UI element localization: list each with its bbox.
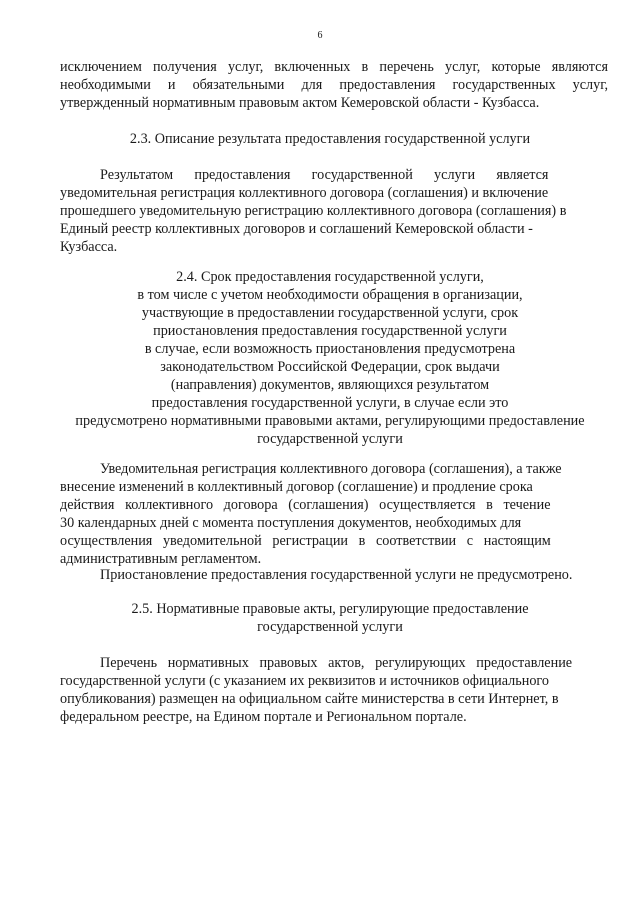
paragraph-line: прошедшего уведомительную регистрацию коллективного договора (соглашения) в	[60, 203, 567, 219]
paragraph-line: административным регламентом.	[60, 551, 262, 567]
section-2-3-heading	[40, 130, 620, 148]
paragraph-line: Результатом предоставления государственной услуги является	[100, 167, 549, 183]
section-heading-line: в случае, если возможность приостановления предусмотрена	[144, 341, 516, 357]
section-2-4-heading	[40, 268, 620, 448]
section-heading-line: государственной услуги	[257, 619, 403, 635]
section-heading-line: предоставления государственной услуги, в случае если это	[151, 395, 509, 411]
paragraph-line: федеральном реестре, на Едином портале и Региональном портале.	[60, 709, 467, 725]
paragraph-line: государственной услуги (с указанием их реквизитов и источников официального	[60, 673, 549, 689]
section-heading-line: приостановления предоставления государственной услуги	[153, 323, 507, 339]
section-heading-line: 2.4. Срок предоставления государственной услуги,	[176, 269, 484, 285]
paragraph-line: опубликования) размещен на официальном сайте министерства в сети Интернет, в	[60, 691, 559, 707]
paragraph-line: Кузбасса.	[60, 239, 118, 255]
section-2-4-paragraph	[60, 460, 608, 568]
paragraph-line: Единый реестр коллективных договоров и соглашений Кемеровской области -	[60, 221, 533, 237]
paragraph-line: осуществления уведомительной регистрации в соответствии с настоящим	[60, 533, 551, 549]
section-2-3-paragraph	[60, 166, 608, 256]
intro-line: исключением получения услуг, включенных в перечень услуг, которые являются	[60, 59, 608, 75]
intro-line: утвержденный нормативным правовым актом Кемеровской области - Кузбасса.	[60, 95, 540, 111]
section-heading-line: предусмотрено нормативными правовыми актами, регулирующими предоставление	[75, 413, 585, 429]
paragraph-line: уведомительная регистрация коллективного договора (соглашения) и включение	[60, 185, 549, 201]
section-heading-line: (направления) документов, являющихся результатом	[170, 377, 490, 393]
section-heading-line: 2.5. Нормативные правовые акты, регулирующие предоставление	[131, 601, 529, 617]
section-2-5-heading	[40, 600, 620, 636]
section-heading-line: законодательством Российской Федерации, срок выдачи	[160, 359, 500, 375]
paragraph-line: Перечень нормативных правовых актов, регулирующих предоставление	[100, 655, 573, 671]
paragraph-line: Приостановление предоставления государственной услуги не предусмотрено.	[100, 567, 573, 583]
paragraph-line: действия коллективного договора (соглашения) осуществляется в течение	[60, 497, 551, 513]
paragraph-line: внесение изменений в коллективный договор (соглашение) и продление срока	[60, 479, 533, 495]
paragraph-line: Уведомительная регистрация коллективного договора (соглашения), а также	[100, 461, 562, 477]
section-heading-line: государственной услуги	[257, 431, 403, 447]
suspension-paragraph	[60, 566, 608, 584]
section-heading-line: участвующие в предоставлении государственной услуги, срок	[141, 305, 519, 321]
section-heading-line: 2.3. Описание результата предоставления государственной услуги	[129, 131, 531, 147]
section-heading-line: в том числе с учетом необходимости обращения в организации,	[137, 287, 523, 303]
intro-line: необходимыми и обязательными для предоставления государственных услуг,	[60, 77, 608, 93]
intro-paragraph	[60, 58, 608, 112]
paragraph-line: 30 календарных дней с момента поступления документов, необходимых для	[60, 515, 522, 531]
page-number: 6	[317, 30, 323, 41]
section-2-5-paragraph	[60, 654, 608, 726]
